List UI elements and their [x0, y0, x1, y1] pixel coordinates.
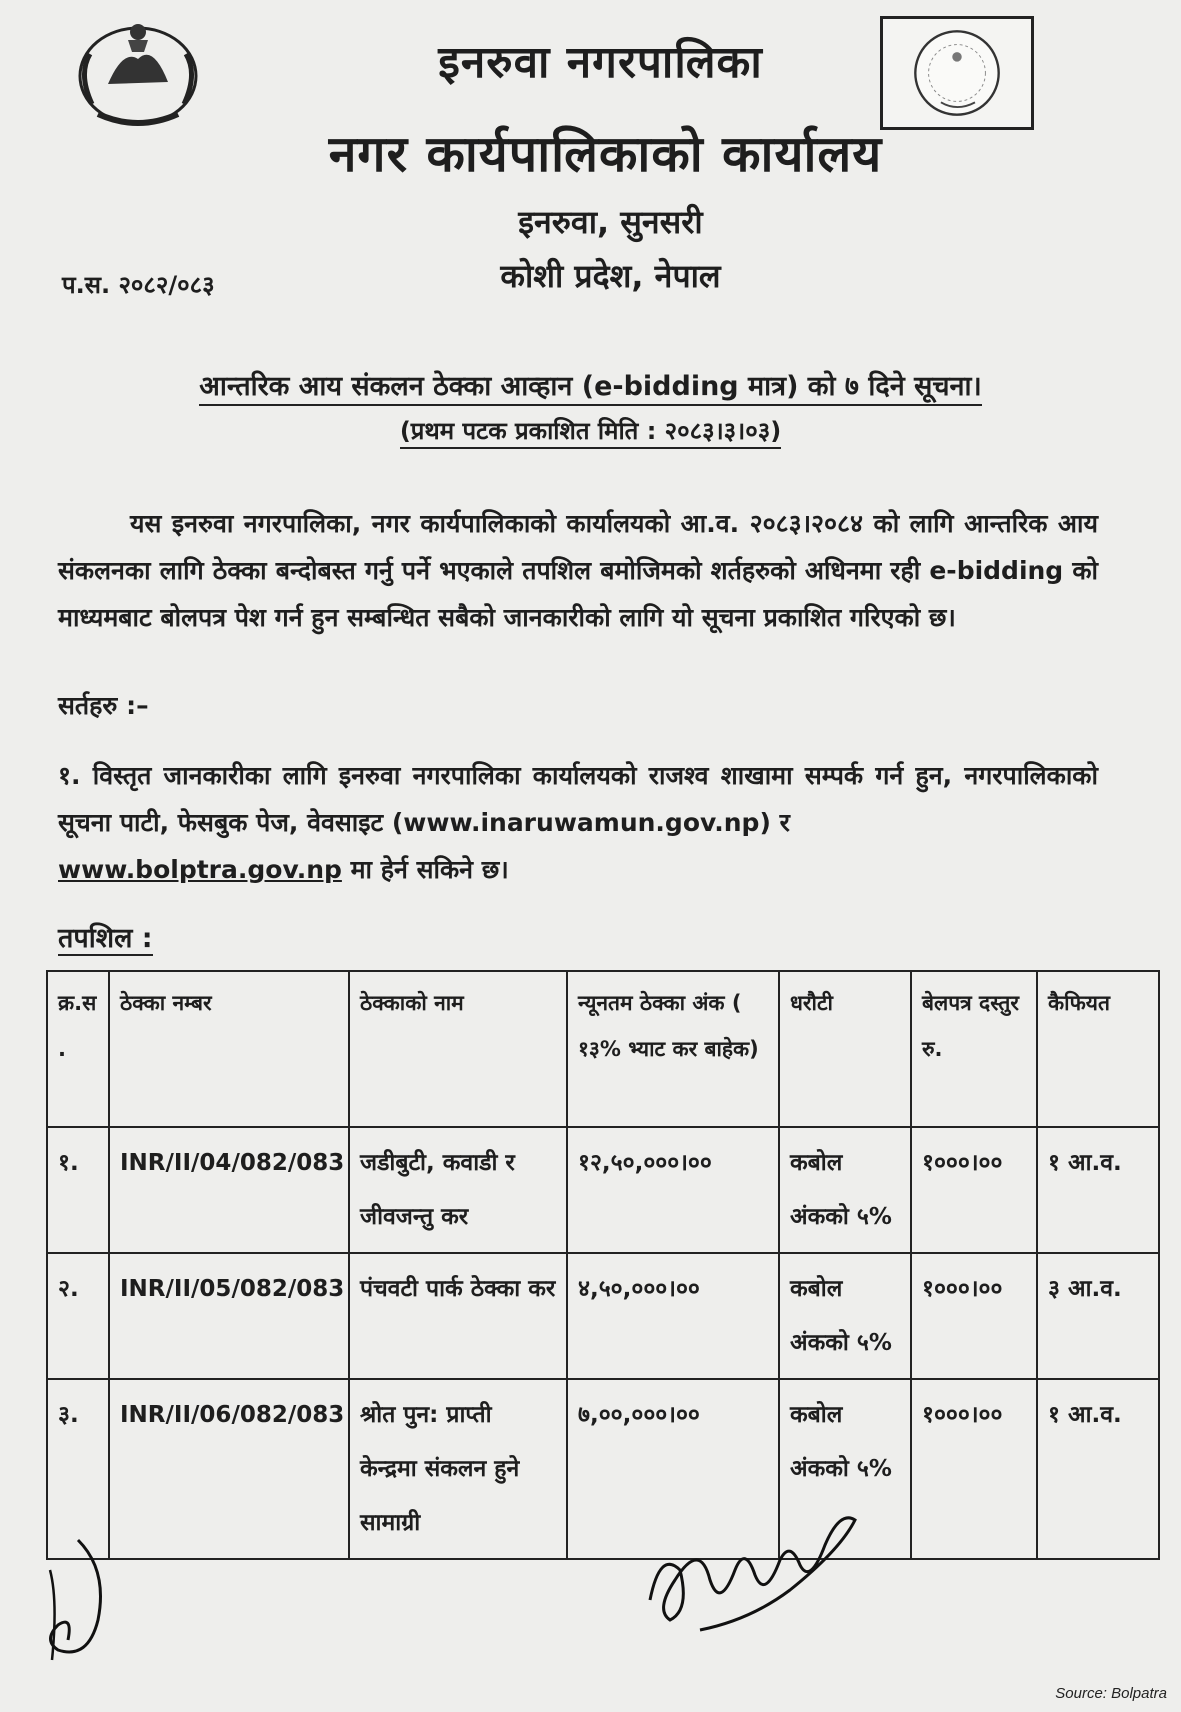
cell-contract-name: पंचवटी पार्क ठेक्का कर	[349, 1253, 567, 1379]
table-row	[47, 1379, 1159, 1559]
contract-table	[46, 970, 1160, 1560]
cell-deposit: कबोल अंकको ५%	[779, 1379, 911, 1559]
header-remarks: कैफियत	[1037, 971, 1159, 1127]
office-name: नगर कार्यपालिकाको कार्यालय	[328, 125, 883, 183]
signature-center-icon	[640, 1490, 870, 1640]
cell-remarks: १ आ.व.	[1037, 1379, 1159, 1559]
cell-contract-number: INR/II/06/082/083	[109, 1379, 349, 1559]
header-contract-number: ठेक्का नम्बर	[109, 971, 349, 1127]
header-serial: क्र.स .	[47, 971, 109, 1127]
cell-deposit: कबोल अंकको ५%	[779, 1127, 911, 1253]
header-contract-name: ठेक्काको नाम	[349, 971, 567, 1127]
cell-minimum-amount: ७,००,०००।००	[567, 1379, 779, 1559]
cell-contract-name: श्रोत पुन: प्राप्ती केन्द्रमा संकलन हुने सामाग्री	[349, 1379, 567, 1559]
cell-contract-number: INR/II/04/082/083	[109, 1127, 349, 1253]
cell-remarks: १ आ.व.	[1037, 1127, 1159, 1253]
cell-bid-fee: १०००।००	[911, 1379, 1037, 1559]
table-header-row	[47, 971, 1159, 1127]
signature-left-icon	[38, 1530, 128, 1670]
province-name: कोशी प्रदेश, नेपाल	[500, 257, 721, 295]
cell-bid-fee: १०००।००	[911, 1127, 1037, 1253]
cell-minimum-amount: १२,५०,०००।००	[567, 1127, 779, 1253]
header-deposit: धरौटी	[779, 971, 911, 1127]
header-bid-fee: बेलपत्र दस्तुर रु.	[911, 971, 1037, 1127]
table-row	[47, 1253, 1159, 1379]
source-credit: Source: Bolpatra	[1055, 1685, 1167, 1702]
notice-body: यस इनरुवा नगरपालिका, नगर कार्यपालिकाको कार्यालयको आ.व. २०८३।२०८४ को लागि आन्तरिक आय संकलनका लागि ठेक्का बन्दोबस्त गर्नु पर्ने भएकाले तपशिल बमोजिमको शर्तहरुको अधिनमा रही e-bidding को माध्यमबाट बोलपत्र पेश गर्न हुन सम्बन्धित सबैको जानकारीको लागि यो सूचना प्रकाशित गरिएको छ।	[58, 509, 1098, 632]
cell-serial: २.	[47, 1253, 109, 1379]
notice-title: आन्तरिक आय संकलन ठेक्का आव्हान (e-bidding मात्र) को ७ दिने सूचना।	[0, 366, 1181, 403]
cell-bid-fee: १०००।००	[911, 1253, 1037, 1379]
cell-remarks: ३ आ.व.	[1037, 1253, 1159, 1379]
cell-deposit: कबोल अंकको ५%	[779, 1253, 911, 1379]
cell-minimum-amount: ४,५०,०००।००	[567, 1253, 779, 1379]
cell-contract-name: जडीबुटी, कवाडी र जीवजन्तु कर	[349, 1127, 567, 1253]
reference-number: प.स. २०८२/०८३	[62, 271, 215, 299]
header-minimum-amount: न्यूनतम ठेक्का अंक ( १३% भ्याट कर बाहेक)	[567, 971, 779, 1127]
conditions-label: सर्तहरु :–	[58, 691, 149, 720]
cell-serial: १.	[47, 1127, 109, 1253]
table-row	[47, 1127, 1159, 1253]
condition-1: १. विस्तृत जानकारीका लागि इनरुवा नगरपालिका कार्यालयको राजश्व शाखामा सम्पर्क गर्न हुन, नगरपालिकाको सूचना पाटी, फेसबुक पेज, वेवसाइट (www.inaruwamun.gov.np) र www.bolptra.gov.np मा हेर्न सकिने छ।	[58, 761, 1098, 884]
municipality-name: इनरुवा नगरपालिका	[438, 37, 763, 88]
table-label: तपशिल :	[58, 923, 153, 954]
cell-contract-number: INR/II/05/082/083	[109, 1253, 349, 1379]
office-location: इनरुवा, सुनसरी	[518, 203, 703, 241]
bolpatra-link[interactable]: www.bolptra.gov.np	[58, 855, 342, 884]
first-published-date: (प्रथम पटक प्रकाशित मिति : २०८३।३।०३)	[0, 414, 1181, 447]
cell-serial: ३.	[47, 1379, 109, 1559]
